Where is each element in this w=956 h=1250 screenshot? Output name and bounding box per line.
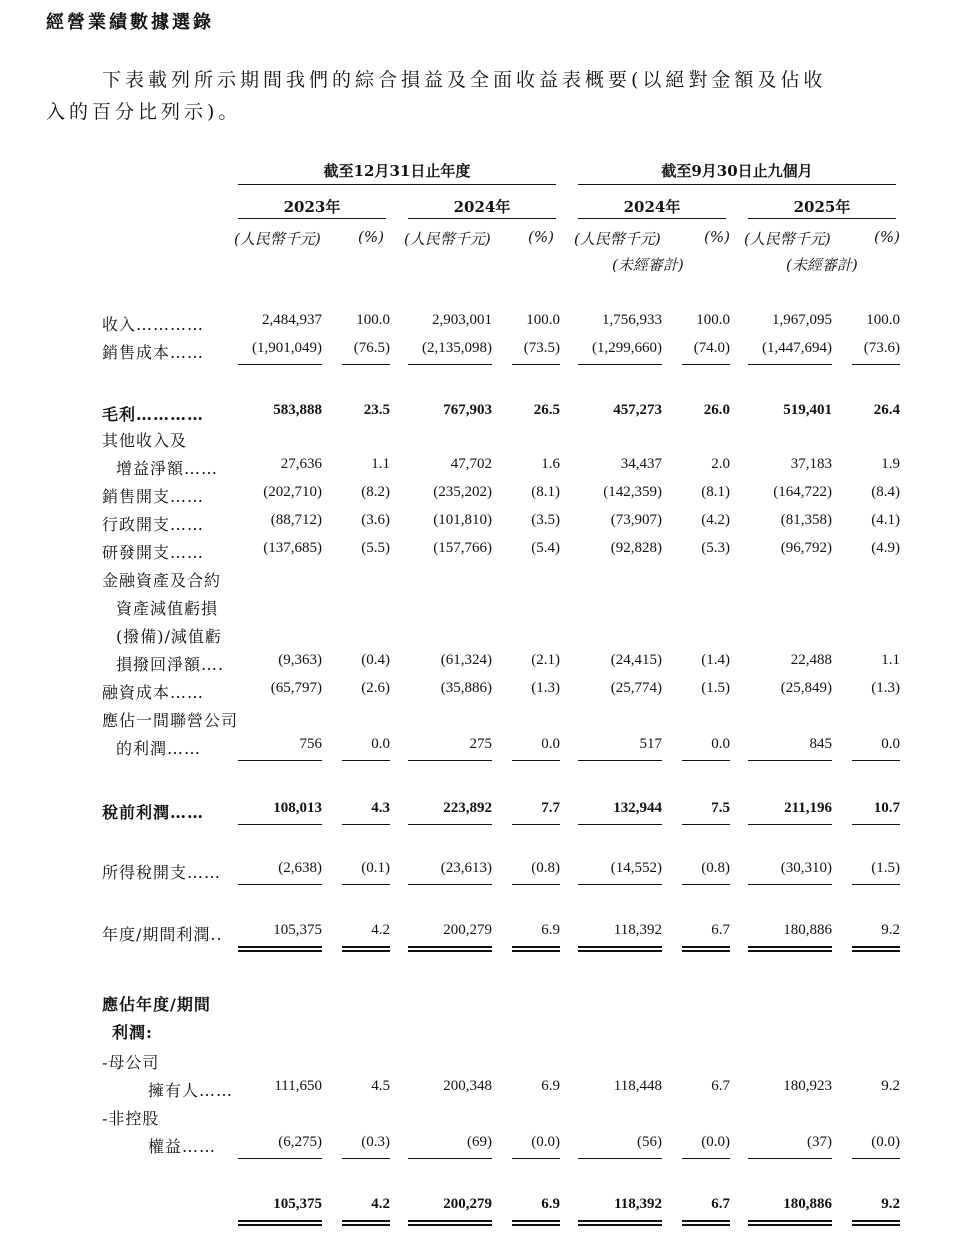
subtotal-rule	[512, 364, 560, 365]
total-double-rule	[342, 946, 390, 952]
percent-cell: 0.0	[541, 736, 560, 752]
subtotal-rule	[748, 824, 832, 825]
row-label: 應佔一間聯營公司	[102, 711, 239, 730]
percent-cell: (1.3)	[871, 680, 900, 696]
total-double-rule	[578, 946, 662, 952]
subtotal-rule	[682, 760, 730, 761]
amount-cell: (24,415)	[610, 652, 662, 668]
subtotal-rule	[748, 1158, 832, 1159]
amount-cell: 105,375	[273, 1196, 322, 1212]
percent-cell: 9.2	[881, 1196, 900, 1212]
subtotal-rule	[578, 364, 662, 365]
amount-cell: (202,710)	[263, 484, 322, 500]
amount-cell: 517	[639, 736, 662, 752]
amount-cell: 180,886	[783, 1196, 832, 1212]
amount-cell: (25,774)	[610, 680, 662, 696]
amount-cell: (35,886)	[440, 680, 492, 696]
row-label: 年度/期間利潤..	[102, 925, 223, 944]
percent-label: (%)	[704, 228, 730, 246]
percent-cell: 6.9	[541, 922, 560, 938]
amount-cell: 2,903,001	[432, 312, 492, 328]
subtotal-rule	[578, 1158, 662, 1159]
row-label: 的利潤……	[116, 739, 202, 758]
subtotal-rule	[238, 824, 322, 825]
percent-cell: 0.0	[881, 736, 900, 752]
header-group-nine-months: 截至9月30日止九個月	[661, 162, 813, 180]
amount-cell: (30,310)	[780, 860, 832, 876]
intro-paragraph	[46, 64, 906, 128]
unaudited-label: (未經審計)	[786, 256, 858, 274]
percent-cell: (0.1)	[361, 860, 390, 876]
amount-cell: (96,792)	[780, 540, 832, 556]
amount-cell: 200,348	[443, 1078, 492, 1094]
total-double-rule	[748, 946, 832, 952]
amount-cell: (65,797)	[270, 680, 322, 696]
percent-cell: 4.2	[371, 922, 390, 938]
row-label: 融資成本……	[102, 683, 205, 702]
subtotal-rule	[852, 364, 900, 365]
percent-cell: 26.0	[703, 402, 730, 418]
amount-cell: 519,401	[783, 402, 832, 418]
percent-label: (%)	[874, 228, 900, 246]
percent-cell: 100.0	[696, 312, 730, 328]
row-label: 擁有人……	[148, 1081, 234, 1100]
percent-cell: (1.3)	[531, 680, 560, 696]
amount-cell: 457,273	[613, 402, 662, 418]
row-label: 應佔年度/期間	[102, 995, 211, 1014]
subtotal-rule	[682, 824, 730, 825]
amount-cell: 200,279	[443, 922, 492, 938]
subtotal-rule	[238, 364, 322, 365]
subtotal-rule	[238, 1158, 322, 1159]
amount-cell: (25,849)	[780, 680, 832, 696]
row-label: 利潤:	[112, 1023, 153, 1042]
amount-cell: 47,702	[450, 456, 492, 472]
percent-cell: 6.9	[541, 1196, 560, 1212]
percent-cell: 9.2	[881, 922, 900, 938]
subtotal-rule	[578, 760, 662, 761]
subtotal-rule	[852, 824, 900, 825]
percent-cell: (74.0)	[693, 340, 730, 356]
year-rule	[578, 218, 726, 219]
percent-cell: (0.0)	[531, 1134, 560, 1150]
percent-cell: 1.1	[881, 652, 900, 668]
amount-cell: 2,484,937	[262, 312, 322, 328]
percent-cell: (0.8)	[531, 860, 560, 876]
subtotal-rule	[408, 824, 492, 825]
subtotal-rule	[342, 824, 390, 825]
unit-label: (人民幣千元)	[574, 230, 661, 248]
subtotal-rule	[342, 884, 390, 885]
subtotal-rule	[748, 364, 832, 365]
subtotal-rule	[342, 1158, 390, 1159]
percent-cell: (1.5)	[871, 860, 900, 876]
amount-cell: (2,135,098)	[422, 340, 492, 356]
percent-label: (%)	[528, 228, 554, 246]
subtotal-rule	[512, 760, 560, 761]
total-double-rule	[512, 946, 560, 952]
amount-cell: 223,892	[443, 800, 492, 816]
intro-line-2: 入的百分比列示)。	[46, 101, 242, 123]
amount-cell: 767,903	[443, 402, 492, 418]
amount-cell: (1,299,660)	[592, 340, 662, 356]
header-group-annual: 截至12月31日止年度	[323, 162, 471, 180]
subtotal-rule	[342, 760, 390, 761]
percent-cell: (5.3)	[701, 540, 730, 556]
subtotal-rule	[748, 884, 832, 885]
percent-cell: (0.0)	[871, 1134, 900, 1150]
amount-cell: (235,202)	[433, 484, 492, 500]
percent-cell: (0.8)	[701, 860, 730, 876]
unit-label: (人民幣千元)	[404, 230, 491, 248]
row-label: (撥備)/減值虧	[116, 627, 222, 646]
subtotal-rule	[578, 824, 662, 825]
amount-cell: (9,363)	[278, 652, 322, 668]
amount-cell: (81,358)	[780, 512, 832, 528]
percent-cell: 2.0	[711, 456, 730, 472]
total-double-rule	[578, 1220, 662, 1226]
percent-cell: 9.2	[881, 1078, 900, 1094]
amount-cell: (142,359)	[603, 484, 662, 500]
total-double-rule	[748, 1220, 832, 1226]
year-rule	[748, 218, 896, 219]
percent-cell: (0.3)	[361, 1134, 390, 1150]
header-rule	[578, 184, 896, 185]
percent-cell: (1.4)	[701, 652, 730, 668]
row-label: 資產減值虧損	[116, 599, 219, 618]
amount-cell: (164,722)	[773, 484, 832, 500]
percent-cell: 100.0	[356, 312, 390, 328]
subtotal-rule	[578, 884, 662, 885]
percent-cell: 7.5	[711, 800, 730, 816]
total-double-rule	[408, 946, 492, 952]
row-label: 銷售成本……	[102, 343, 205, 362]
row-label: 銷售開支……	[102, 487, 205, 506]
year-header: 2024年	[453, 198, 511, 216]
percent-cell: (0.4)	[361, 652, 390, 668]
year-header: 2024年	[623, 198, 681, 216]
percent-label: (%)	[358, 228, 384, 246]
percent-cell: (4.9)	[871, 540, 900, 556]
amount-cell: (37)	[807, 1134, 832, 1150]
amount-cell: (61,324)	[440, 652, 492, 668]
subtotal-rule	[408, 1158, 492, 1159]
amount-cell: 27,636	[280, 456, 322, 472]
percent-cell: (8.1)	[531, 484, 560, 500]
amount-cell: (137,685)	[263, 540, 322, 556]
percent-cell: (8.2)	[361, 484, 390, 500]
amount-cell: (2,638)	[278, 860, 322, 876]
year-header: 2023年	[283, 198, 341, 216]
row-label: 損撥回淨額….	[116, 655, 225, 674]
amount-cell: 180,923	[783, 1078, 832, 1094]
amount-cell: 211,196	[784, 800, 832, 816]
percent-cell: (8.4)	[871, 484, 900, 500]
subtotal-rule	[852, 1158, 900, 1159]
amount-cell: 22,488	[790, 652, 832, 668]
amount-cell: 37,183	[790, 456, 832, 472]
row-label: 稅前利潤……	[102, 803, 205, 822]
year-rule	[408, 218, 556, 219]
amount-cell: 105,375	[273, 922, 322, 938]
amount-cell: (1,447,694)	[762, 340, 832, 356]
percent-cell: (73.6)	[863, 340, 900, 356]
amount-cell: 111,650	[274, 1078, 322, 1094]
total-double-rule	[852, 946, 900, 952]
percent-cell: 1.9	[881, 456, 900, 472]
row-label: 研發開支……	[102, 543, 205, 562]
percent-cell: (76.5)	[353, 340, 390, 356]
subtotal-rule	[512, 1158, 560, 1159]
percent-cell: 0.0	[371, 736, 390, 752]
amount-cell: (101,810)	[433, 512, 492, 528]
row-label: 其他收入及	[102, 431, 188, 450]
percent-cell: (5.4)	[531, 540, 560, 556]
subtotal-rule	[748, 760, 832, 761]
percent-cell: (0.0)	[701, 1134, 730, 1150]
amount-cell: 34,437	[620, 456, 662, 472]
row-label: 所得稅開支……	[102, 863, 222, 882]
subtotal-rule	[238, 760, 322, 761]
total-double-rule	[512, 1220, 560, 1226]
subtotal-rule	[408, 884, 492, 885]
subtotal-rule	[852, 760, 900, 761]
amount-cell: (157,766)	[433, 540, 492, 556]
subtotal-rule	[682, 1158, 730, 1159]
amount-cell: 845	[809, 736, 832, 752]
percent-cell: (8.1)	[701, 484, 730, 500]
percent-cell: 26.5	[533, 402, 560, 418]
percent-cell: 1.6	[541, 456, 560, 472]
percent-cell: (5.5)	[361, 540, 390, 556]
row-label: 行政開支……	[102, 515, 205, 534]
total-double-rule	[408, 1220, 492, 1226]
amount-cell: (69)	[467, 1134, 492, 1150]
amount-cell: 200,279	[443, 1196, 492, 1212]
amount-cell: 275	[469, 736, 492, 752]
year-rule	[238, 218, 386, 219]
subtotal-rule	[512, 884, 560, 885]
amount-cell: (1,901,049)	[252, 340, 322, 356]
amount-cell: 118,392	[613, 922, 662, 938]
percent-cell: (4.2)	[701, 512, 730, 528]
subtotal-rule	[238, 884, 322, 885]
row-label: -母公司	[102, 1053, 160, 1072]
percent-cell: (2.6)	[361, 680, 390, 696]
amount-cell: (14,552)	[610, 860, 662, 876]
percent-cell: (3.5)	[531, 512, 560, 528]
percent-cell: 100.0	[526, 312, 560, 328]
total-double-rule	[682, 1220, 730, 1226]
percent-cell: (4.1)	[871, 512, 900, 528]
percent-cell: 4.5	[371, 1078, 390, 1094]
percent-cell: 26.4	[873, 402, 900, 418]
amount-cell: (73,907)	[610, 512, 662, 528]
unit-label: (人民幣千元)	[744, 230, 831, 248]
amount-cell: (6,275)	[278, 1134, 322, 1150]
percent-cell: 4.2	[371, 1196, 390, 1212]
row-label: 金融資產及合約	[102, 571, 222, 590]
percent-cell: 1.1	[371, 456, 390, 472]
percent-cell: (2.1)	[531, 652, 560, 668]
subtotal-rule	[682, 884, 730, 885]
unaudited-label: (未經審計)	[612, 256, 684, 274]
percent-cell: (1.5)	[701, 680, 730, 696]
row-label: 毛利…………	[102, 405, 205, 424]
amount-cell: 583,888	[273, 402, 322, 418]
row-label: 權益……	[148, 1137, 217, 1156]
amount-cell: 180,886	[783, 922, 832, 938]
amount-cell: (92,828)	[610, 540, 662, 556]
amount-cell: 108,013	[273, 800, 322, 816]
percent-cell: (73.5)	[523, 340, 560, 356]
row-label: -非控股	[102, 1109, 160, 1128]
subtotal-rule	[408, 364, 492, 365]
subtotal-rule	[512, 824, 560, 825]
percent-cell: 6.9	[541, 1078, 560, 1094]
header-rule	[238, 184, 556, 185]
subtotal-rule	[682, 364, 730, 365]
total-double-rule	[682, 946, 730, 952]
amount-cell: (23,613)	[440, 860, 492, 876]
percent-cell: 100.0	[866, 312, 900, 328]
amount-cell: 118,448	[613, 1078, 662, 1094]
subtotal-rule	[342, 364, 390, 365]
amount-cell: 756	[299, 736, 322, 752]
unit-label: (人民幣千元)	[234, 230, 321, 248]
amount-cell: (88,712)	[270, 512, 322, 528]
subtotal-rule	[408, 760, 492, 761]
row-label: 增益淨額……	[116, 459, 219, 478]
percent-cell: 7.7	[541, 800, 560, 816]
percent-cell: 10.7	[873, 800, 900, 816]
percent-cell: 6.7	[711, 1078, 730, 1094]
amount-cell: 132,944	[613, 800, 662, 816]
percent-cell: 6.7	[711, 922, 730, 938]
intro-line-1: 下表載列所示期間我們的綜合損益及全面收益表概要(以絕對金額及佔收	[102, 69, 827, 91]
amount-cell: 1,967,095	[772, 312, 832, 328]
row-label: 收入…………	[102, 315, 205, 334]
amount-cell: 1,756,933	[602, 312, 662, 328]
amount-cell: 118,392	[614, 1196, 662, 1212]
percent-cell: 4.3	[371, 800, 390, 816]
amount-cell: (56)	[637, 1134, 662, 1150]
percent-cell: 23.5	[363, 402, 390, 418]
percent-cell: 0.0	[711, 736, 730, 752]
total-double-rule	[342, 1220, 390, 1226]
section-title: 經營業績數據選錄	[46, 12, 214, 33]
percent-cell: 6.7	[711, 1196, 730, 1212]
percent-cell: (3.6)	[361, 512, 390, 528]
year-header: 2025年	[793, 198, 851, 216]
total-double-rule	[852, 1220, 900, 1226]
total-double-rule	[238, 946, 322, 952]
subtotal-rule	[852, 884, 900, 885]
total-double-rule	[238, 1220, 322, 1226]
